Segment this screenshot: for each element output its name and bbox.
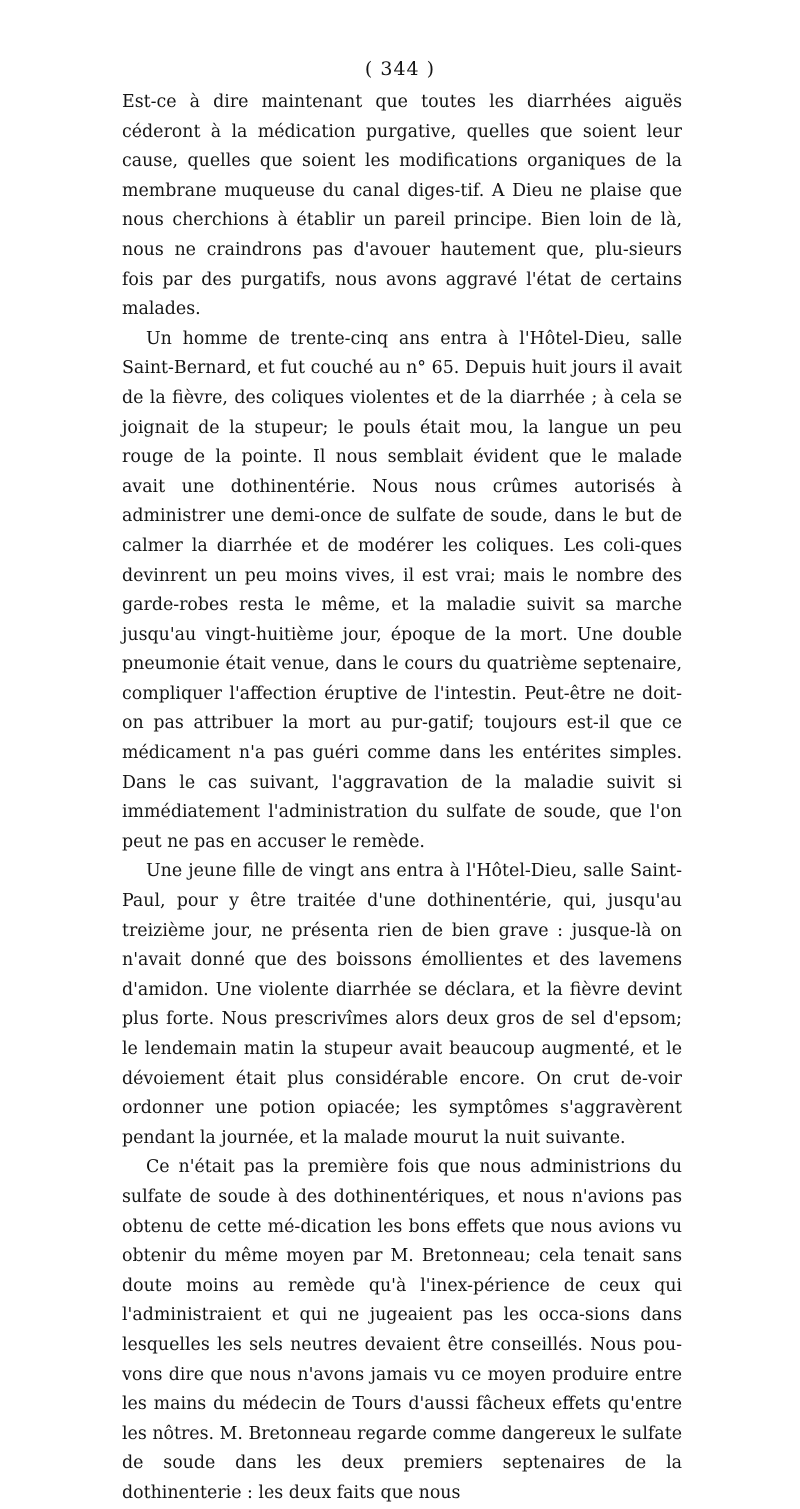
paragraph-case-one: Un homme de trente-cinq ans entra à l'Hôtel-Dieu, salle Saint-Bernard, et fut couché au n° 65. Depuis huit jours il avait de la fièvre, des coliques violentes et de la diarrhée ; à cela se joignait de la stupeur; le pouls était mou, la langue un peu rouge de la pointe. Il nous semblait évident que le malade avait une dothinentérie. Nous nous crûmes autorisés à administrer une demi-once de sulfate de soude, dans le but de calmer la diarrhée et de modérer les coliques. Les coli-ques devinrent un peu moins vives, il est vrai; mais le nombre des garde-robes resta le même, et la maladie suivit sa marche jusqu'au vingt-huitième jour, époque de la mort. Une double pneumonie était venue, dans le cours du quatrième septenaire, compliquer l'affection éruptive de l'intestin. Peut-être ne doit-on pas attribuer la mort au pur-gatif; toujours est-il que ce médicament n'a pas guéri comme dans les entérites simples. Dans le cas suivant, l'aggravation de la maladie suivit si immédiatement l'administration du sulfate de soude, que l'on peut ne pas en accuser le remède. [122, 328, 682, 852]
page-number: ( 344 ) [364, 58, 436, 80]
paragraph-continuation: Est-ce à dire maintenant que toutes les diarrhées aiguës céderont à la médication purgative, quelles que soient leur cause, quelles que soient les modifications organiques de la membrane muqueuse du canal diges-tif. A Dieu ne plaise que nous cherchions à établir un pareil principe. Bien loin de là, nous ne craindrons pas d'avouer hautement que, plu-sieurs fois par des purgatifs, nous avons aggravé l'état de certains malades. [122, 92, 682, 320]
paragraph-discussion: Ce n'était pas la première fois que nous administrions du sulfate de soude à des dothinentériques, et nous n'avions pas obtenu de cette mé-dication les bons effets que nous avions vu obtenir du même moyen par M. Bretonneau; cela tenait sans doute moins au remède qu'à l'inex-périence de ceux qui l'administraient et qui ne jugeaient pas les occa-sions dans lesquelles les sels neutres devaient être conseillés. Nous pou-vons dire que nous n'avons jamais vu ce moyen produire entre les mains du médecin de Tours d'aussi fâcheux effets qu'entre les nôtres. M. Bretonneau regarde comme dangereux le sulfate de soude dans les deux premiers septenaires de la dothinenterie : les deux faits que nous [122, 1157, 682, 1503]
paragraph-case-two: Une jeune fille de vingt ans entra à l'Hôtel-Dieu, salle Saint-Paul, pour y être traitée d'une dothinentérie, qui, jusqu'au treizième jour, ne présenta rien de bien grave : jusque-là on n'avait donné que des boissons émollientes et des lavemens d'amidon. Une violente diarrhée se déclara, et la fièvre devint plus forte. Nous prescrivîmes alors deux gros de sel d'epsom; le lendemain matin la stupeur avait beaucoup augmenté, et le dévoiement était plus considérable encore. On crut de-voir ordonner une potion opiacée; les symptômes s'aggravèrent pendant la journée, et la malade mourut la nuit suivante. [122, 861, 682, 1148]
body-text [122, 88, 682, 1509]
